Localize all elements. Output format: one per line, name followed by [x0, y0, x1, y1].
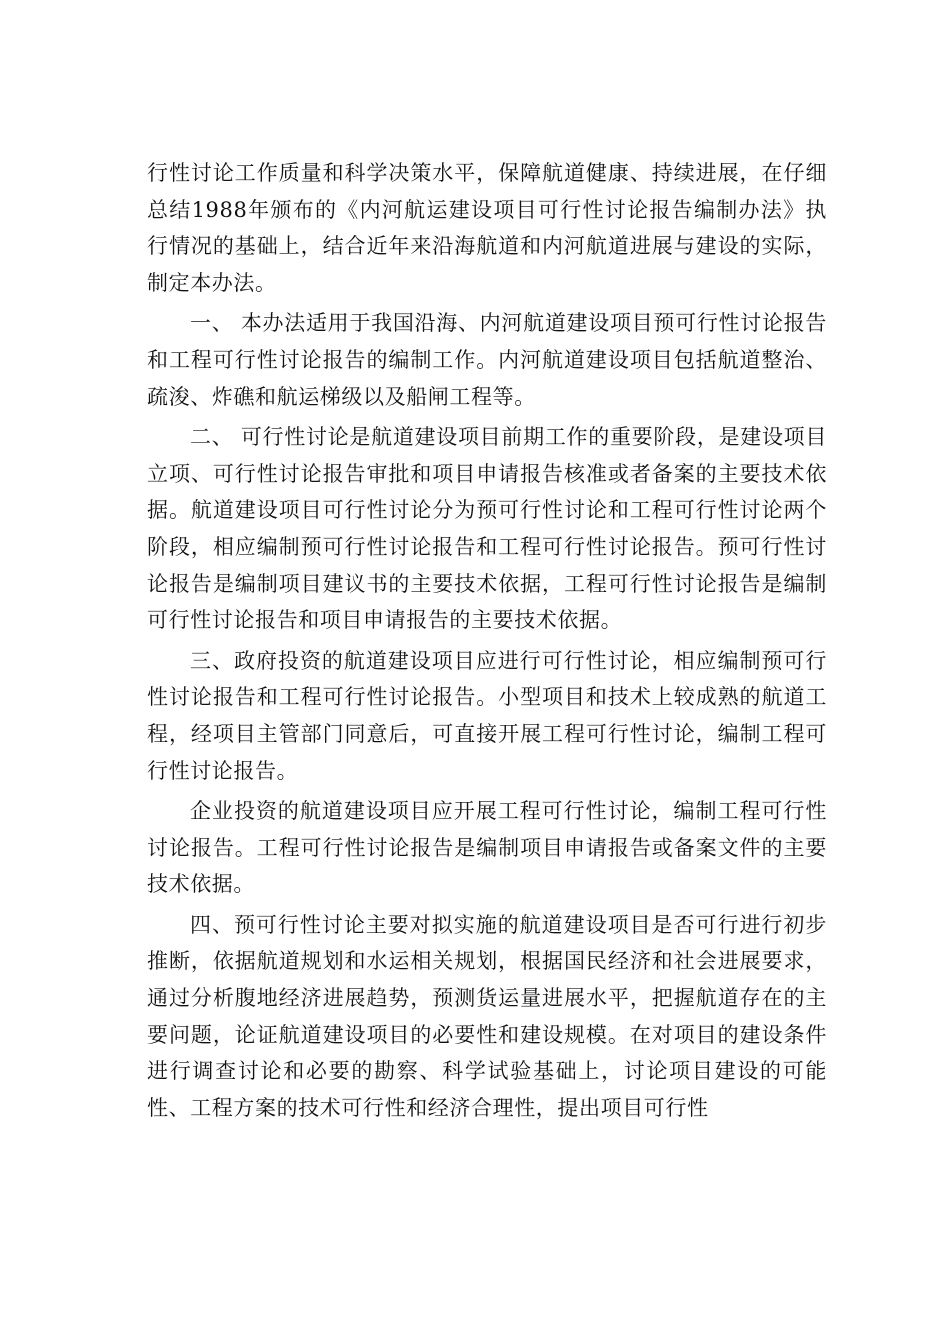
paragraph-article-1: 一、 本办法适用于我国沿海、内河航道建设项目预可行性讨论报告和工程可行性讨论报告的编制工作。内河航道建设项目包括航道整治、疏浚、炸礁和航运梯级以及船闸工程等。	[147, 311, 827, 409]
paragraph-article-2: 二、 可行性讨论是航道建设项目前期工作的重要阶段，是建设项目立项、可行性讨论报告审批和项目申请报告核准或者备案的主要技术依据。航道建设项目可行性讨论分为预可行性讨论和工程可行性讨论两个阶段，相应编制预可行性讨论报告和工程可行性讨论报告。预可行性讨论报告是编制项目建议书的主要技术依据，工程可行性讨论报告是编制可行性讨论报告和项目申请报告的主要技术依据。	[147, 425, 827, 633]
document-body	[147, 155, 827, 1126]
paragraph-article-3: 三、政府投资的航道建设项目应进行可行性讨论，相应编制预可行性讨论报告和工程可行性讨论报告。小型项目和技术上较成熟的航道工程，经项目主管部门同意后，可直接开展工程可行性讨论，编制工程可行性讨论报告。	[147, 648, 827, 783]
paragraph-article-4: 四、预可行性讨论主要对拟实施的航道建设项目是否可行进行初步推断，依据航道规划和水运相关规划，根据国民经济和社会进展要求，通过分析腹地经济进展趋势，预测货运量进展水平，把握航道存在的主要问题，论证航道建设项目的必要性和建设规模。在对项目的建设条件进行调查讨论和必要的勘察、科学试验基础上，讨论项目建设的可能性、工程方案的技术可行性和经济合理性，提出项目可行性	[147, 912, 827, 1120]
paragraph-intro-continuation: 行性讨论工作质量和科学决策水平，保障航道健康、持续进展，在仔细总结1988年颁布的《内河航运建设项目可行性讨论报告编制办法》执行情况的基础上，结合近年来沿海航道和内河航道进展与建设的实际，制定本办法。	[147, 161, 827, 295]
paragraph-article-3-enterprise: 企业投资的航道建设项目应开展工程可行性讨论，编制工程可行性讨论报告。工程可行性讨论报告是编制项目申请报告或备案文件的主要技术依据。	[147, 799, 827, 897]
